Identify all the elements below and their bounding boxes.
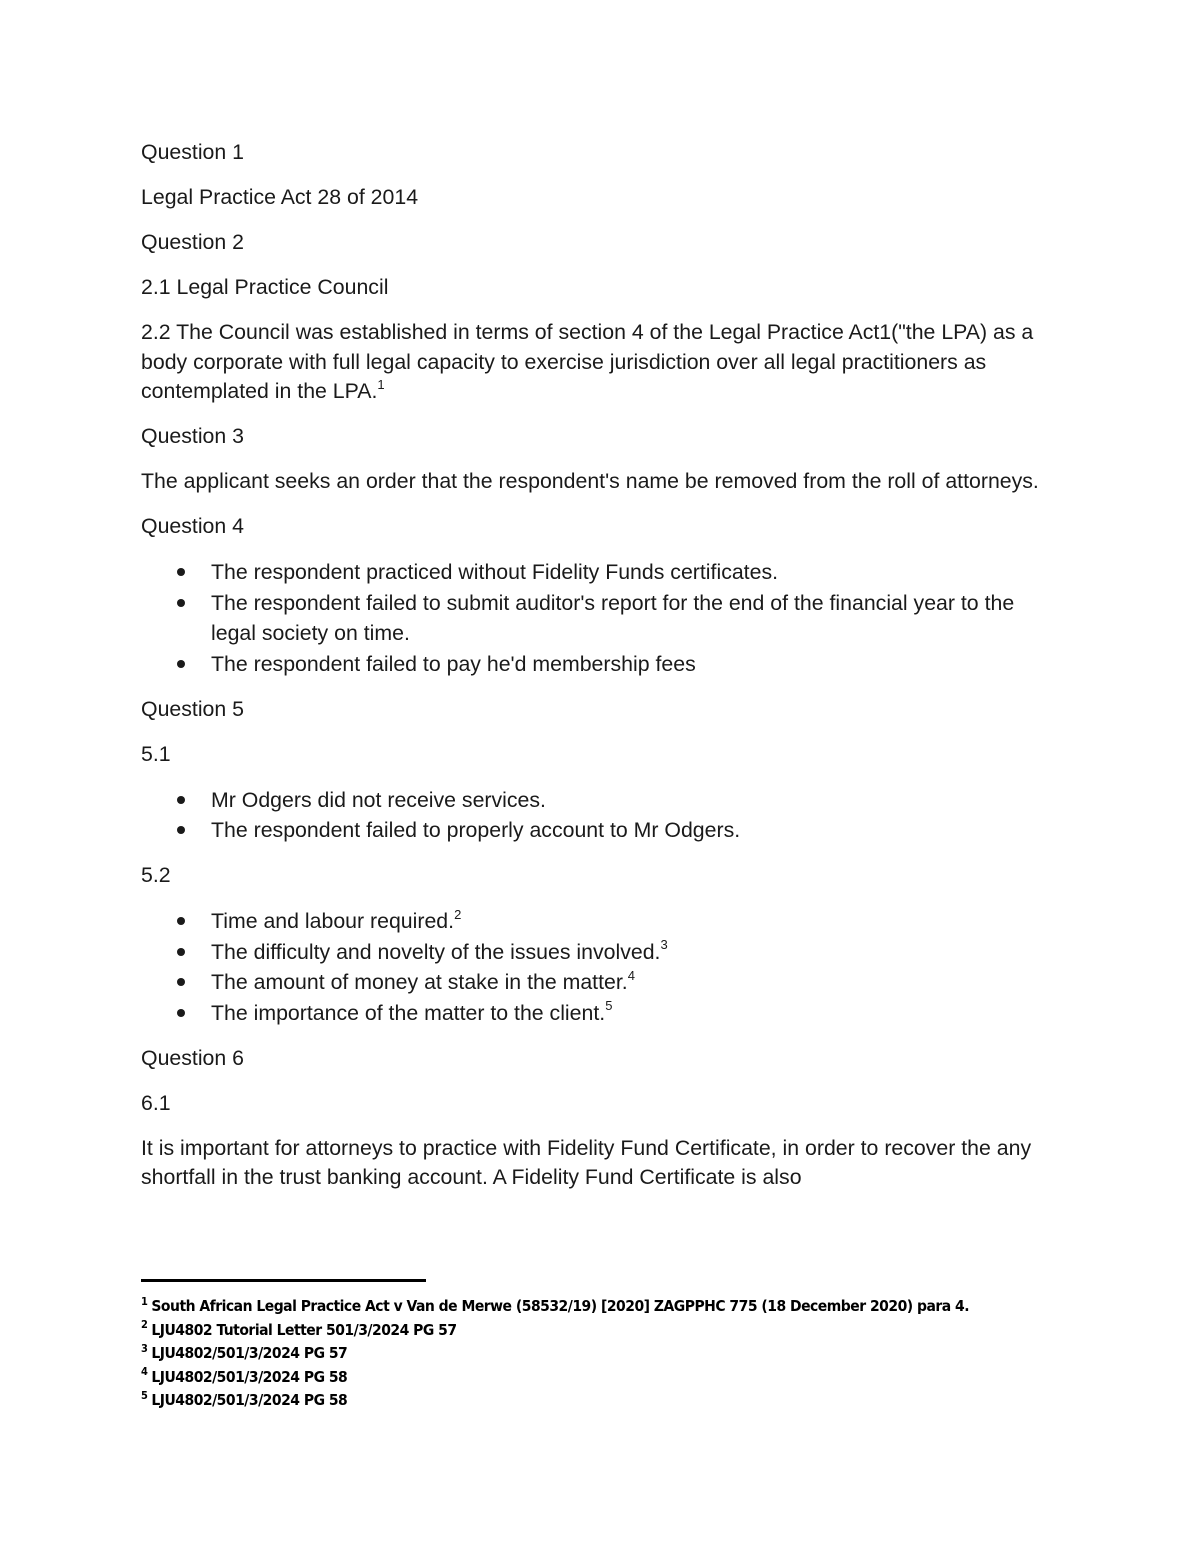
footnote-ref-2: 2 [454, 906, 462, 922]
footnote-text: South African Legal Practice Act v Van de Merwe (58532/19) [2020] ZAGPPHC 775 (18 December 2020) para 4. [151, 1297, 970, 1315]
footnote-text: LJU4802/501/3/2024 PG 57 [151, 1344, 348, 1362]
footnote [141, 1389, 1141, 1413]
list-item-text: Time and labour required. [211, 909, 455, 933]
footnote-text: LJU4802/501/3/2024 PG 58 [151, 1391, 348, 1409]
section-5-1-list [141, 785, 1061, 846]
list-item-text: The respondent failed to submit auditor's report for the end of the financial year to the legal society on time. [211, 590, 1015, 645]
list-item [141, 967, 1061, 998]
answer-2-1: 2.1 Legal Practice Council [141, 275, 389, 299]
list-item-text: The respondent practiced without Fidelity Funds certificates. [211, 560, 779, 584]
question-3-answer: The applicant seeks an order that the respondent's name be removed from the roll of attorneys. [141, 469, 1039, 493]
footnotes [141, 1295, 1141, 1413]
list-item [141, 998, 1061, 1029]
bullet-icon [177, 917, 185, 925]
footnote-number: 1 [141, 1294, 148, 1308]
list-item-text: The difficulty and novelty of the issues involved. [211, 939, 661, 964]
question-1-answer: Legal Practice Act 28 of 2014 [141, 185, 419, 209]
question-6-answer: It is important for attorneys to practice with Fidelity Fund Certificate, in order to recover the any shortfall in the trust banking account. A Fidelity Fund Certificate is also [141, 1135, 1032, 1189]
bullet-icon [177, 826, 185, 834]
list-item [141, 649, 1061, 680]
section-5-1-label: 5.1 [141, 741, 171, 766]
footnote-number: 2 [141, 1318, 148, 1332]
question-3-heading: Question 3 [141, 424, 245, 448]
list-item-text: The respondent failed to properly account to Mr Odgers. [211, 818, 741, 842]
answer-2-2-text: 2.2 The Council was established in terms of section 4 of the Legal Practice Act1("the LPA) as a body corporate with full legal capacity to exercise jurisdiction over all legal practitioners as contemplated in the LPA. [141, 320, 1034, 403]
footnote-text: LJU4802 Tutorial Letter 501/3/2024 PG 57 [151, 1320, 457, 1339]
list-item [141, 785, 1061, 816]
bullet-icon [177, 568, 185, 576]
footnote-ref-5: 5 [605, 998, 613, 1014]
section-6-1-label: 6.1 [141, 1090, 171, 1115]
question-6-heading: Question 6 [141, 1045, 245, 1070]
bullet-icon [177, 948, 185, 956]
footnote [141, 1319, 1141, 1343]
footnote-text: LJU4802/501/3/2024 PG 58 [151, 1367, 348, 1386]
list-item [141, 937, 1061, 968]
list-item [141, 815, 1061, 846]
bullet-icon [177, 599, 185, 607]
answer-2-2 [141, 318, 1061, 407]
footnote-number: 4 [141, 1365, 148, 1379]
question-4-list [141, 557, 1061, 679]
list-item-text: Mr Odgers did not receive services. [211, 787, 546, 812]
footnote-ref-4: 4 [627, 967, 635, 983]
footnote [141, 1366, 1141, 1390]
list-item [141, 906, 1061, 937]
footnote-ref-1: 1 [377, 376, 385, 392]
footnote [141, 1342, 1141, 1366]
section-5-2-list [141, 906, 1061, 1028]
list-item-text: The importance of the matter to the client. [211, 1000, 606, 1025]
document-body [141, 138, 1061, 1208]
section-5-2-label: 5.2 [141, 863, 171, 887]
question-1-heading: Question 1 [141, 140, 245, 164]
footnote-number: 3 [141, 1341, 148, 1355]
bullet-icon [177, 660, 185, 668]
footnote-separator [141, 1279, 426, 1282]
bullet-icon [177, 978, 185, 986]
question-4-heading: Question 4 [141, 514, 245, 538]
footnote [141, 1295, 1141, 1319]
list-item-text: The respondent failed to pay he'd membership fees [211, 651, 696, 676]
question-2-heading: Question 2 [141, 230, 245, 254]
footnote-number: 5 [141, 1388, 148, 1402]
footnote-ref-3: 3 [660, 937, 668, 953]
bullet-icon [177, 1009, 185, 1017]
list-item [141, 557, 1061, 588]
bullet-icon [177, 796, 185, 804]
question-5-heading: Question 5 [141, 696, 245, 721]
list-item [141, 588, 1061, 649]
list-item-text: The amount of money at stake in the matter. [211, 970, 628, 994]
